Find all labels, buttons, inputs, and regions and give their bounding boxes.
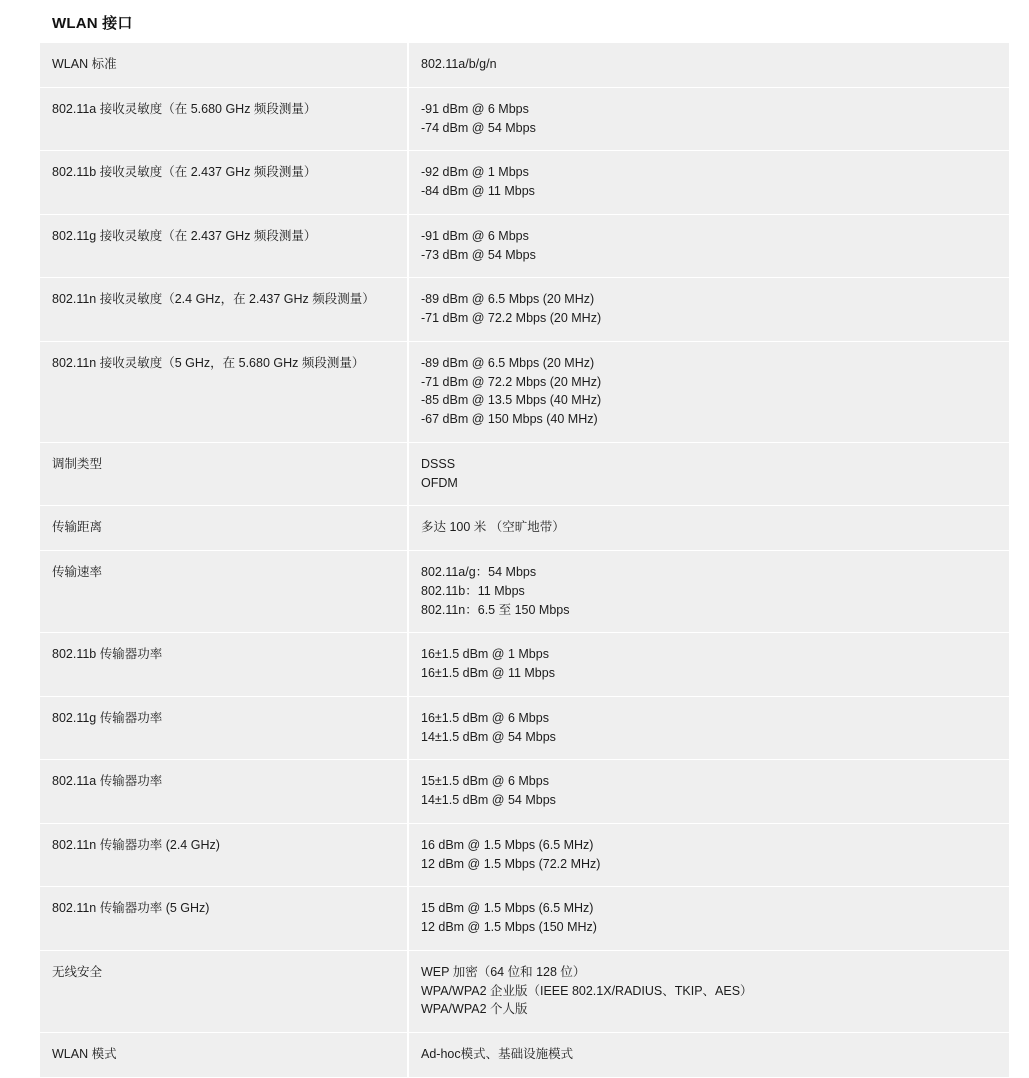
spec-value-lines xyxy=(421,518,999,537)
spec-label-cell xyxy=(40,278,408,342)
spec-value-lines xyxy=(421,100,999,138)
spec-value-cell xyxy=(408,760,1009,824)
spec-value-lines xyxy=(421,163,999,201)
spec-value-line: -89 dBm @ 6.5 Mbps (20 MHz) xyxy=(421,355,595,370)
spec-value-line: 多达 100 米 （空旷地带） xyxy=(421,520,565,535)
spec-value-cell xyxy=(408,633,1009,697)
spec-label-text: WLAN 模式 xyxy=(52,1047,117,1061)
spec-value-lines xyxy=(421,963,999,1019)
spec-label-text: 802.11g 接收灵敏度（在 2.437 GHz 频段测量） xyxy=(52,228,317,243)
spec-label-cell xyxy=(40,696,408,760)
spec-value-lines xyxy=(421,354,999,429)
spec-value-line: WEP 加密（64 位和 128 位） xyxy=(421,964,586,979)
spec-value-line: OFDM xyxy=(421,475,458,490)
spec-label-cell xyxy=(40,341,408,442)
spec-value-line: 16±1.5 dBm @ 11 Mbps xyxy=(421,666,555,680)
spec-value-line: WPA/WPA2 企业版（IEEE 802.1X/RADIUS、TKIP、AES） xyxy=(421,983,753,998)
table-row xyxy=(40,1033,1009,1078)
spec-label-text: 调制类型 xyxy=(52,456,103,471)
spec-value-cell xyxy=(408,151,1009,215)
spec-table-body xyxy=(40,43,1009,1077)
table-row xyxy=(40,551,1009,633)
table-row xyxy=(40,43,1009,87)
spec-value-lines xyxy=(421,227,999,265)
spec-value-lines xyxy=(421,645,999,683)
spec-value-line: WPA/WPA2 个人版 xyxy=(421,1002,528,1017)
spec-value-cell xyxy=(408,214,1009,278)
spec-value-line: 802.11a/g：54 Mbps xyxy=(421,565,537,579)
spec-value-cell xyxy=(408,43,1009,87)
spec-label-text: 802.11b 传输器功率 xyxy=(52,647,163,662)
spec-value-line: -67 dBm @ 150 Mbps (40 MHz) xyxy=(421,412,598,426)
spec-value-line: -91 dBm @ 6 Mbps xyxy=(421,228,529,243)
spec-value-line: -71 dBm @ 72.2 Mbps (20 MHz) xyxy=(421,374,602,389)
wlan-spec-table xyxy=(40,43,1009,1078)
spec-value-cell xyxy=(408,87,1009,151)
spec-label-text: 802.11n 接收灵敏度（2.4 GHz，在 2.437 GHz 频段测量） xyxy=(52,292,375,307)
spec-value-line: 12 dBm @ 1.5 Mbps (150 MHz) xyxy=(421,920,597,934)
spec-value-line: 15 dBm @ 1.5 Mbps (6.5 MHz) xyxy=(421,901,594,916)
table-row xyxy=(40,823,1009,887)
spec-value-line: -91 dBm @ 6 Mbps xyxy=(421,101,529,116)
table-row xyxy=(40,506,1009,551)
spec-value-cell xyxy=(408,442,1009,506)
spec-value-line: 802.11n：6.5 至 150 Mbps xyxy=(421,602,570,617)
spec-value-cell xyxy=(408,696,1009,760)
spec-label-text: 802.11n 接收灵敏度（5 GHz，在 5.680 GHz 频段测量） xyxy=(52,355,365,370)
spec-value-cell xyxy=(408,341,1009,442)
spec-label-text: 802.11a 接收灵敏度（在 5.680 GHz 频段测量） xyxy=(52,101,317,116)
spec-value-line: 14±1.5 dBm @ 54 Mbps xyxy=(421,729,556,744)
spec-label-cell xyxy=(40,43,408,87)
table-row xyxy=(40,214,1009,278)
spec-value-line: 802.11b：11 Mbps xyxy=(421,583,525,598)
spec-value-line: DSSS xyxy=(421,456,456,471)
spec-label-text: 802.11n 传输器功率 (5 GHz) xyxy=(52,901,210,916)
spec-value-line: 14±1.5 dBm @ 54 Mbps xyxy=(421,793,556,807)
spec-value-cell xyxy=(408,950,1009,1032)
page-title: WLAN 接口 xyxy=(52,15,133,32)
spec-value-cell xyxy=(408,887,1009,951)
spec-label-text: 802.11b 接收灵敏度（在 2.437 GHz 频段测量） xyxy=(52,165,317,180)
spec-value-line: -71 dBm @ 72.2 Mbps (20 MHz) xyxy=(421,311,602,325)
spec-value-cell xyxy=(408,551,1009,633)
spec-label-text: 802.11a 传输器功率 xyxy=(52,774,163,789)
spec-label-cell xyxy=(40,87,408,151)
spec-value-line: 16±1.5 dBm @ 6 Mbps xyxy=(421,710,549,725)
spec-value-cell xyxy=(408,506,1009,551)
spec-label-text: 802.11n 传输器功率 (2.4 GHz) xyxy=(52,837,220,852)
table-row xyxy=(40,442,1009,506)
spec-label-cell xyxy=(40,887,408,951)
spec-label-text: 802.11g 传输器功率 xyxy=(52,710,163,725)
spec-value-line: 15±1.5 dBm @ 6 Mbps xyxy=(421,774,549,789)
spec-value-lines xyxy=(421,899,999,937)
spec-value-cell xyxy=(408,1033,1009,1078)
table-row xyxy=(40,760,1009,824)
spec-value-line: -92 dBm @ 1 Mbps xyxy=(421,165,529,180)
spec-value-cell xyxy=(408,823,1009,887)
spec-value-line: 16 dBm @ 1.5 Mbps (6.5 MHz) xyxy=(421,837,594,852)
spec-value-lines xyxy=(421,709,999,747)
table-row xyxy=(40,950,1009,1032)
spec-value-lines xyxy=(421,455,999,493)
spec-value-lines xyxy=(421,836,999,874)
spec-value-line: Ad-hoc模式、基础设施模式 xyxy=(421,1047,574,1061)
spec-value-line: -74 dBm @ 54 Mbps xyxy=(421,120,536,135)
spec-value-line: 802.11a/b/g/n xyxy=(421,57,497,71)
spec-value-line: -89 dBm @ 6.5 Mbps (20 MHz) xyxy=(421,292,595,307)
table-row xyxy=(40,341,1009,442)
spec-value-lines xyxy=(421,563,999,619)
table-row xyxy=(40,151,1009,215)
spec-label-cell xyxy=(40,551,408,633)
spec-label-text: 传输距离 xyxy=(52,520,103,535)
spec-label-cell xyxy=(40,760,408,824)
spec-label-text: 无线安全 xyxy=(52,964,103,979)
spec-value-lines xyxy=(421,1045,999,1064)
spec-label-cell xyxy=(40,1033,408,1078)
spec-label-cell xyxy=(40,823,408,887)
spec-label-cell xyxy=(40,506,408,551)
spec-label-cell xyxy=(40,442,408,506)
spec-value-line: 16±1.5 dBm @ 1 Mbps xyxy=(421,647,549,662)
spec-label-cell xyxy=(40,950,408,1032)
spec-label-cell xyxy=(40,214,408,278)
spec-label-cell xyxy=(40,151,408,215)
spec-label-cell xyxy=(40,633,408,697)
spec-label-text: WLAN 标准 xyxy=(52,57,117,71)
spec-value-line: -73 dBm @ 54 Mbps xyxy=(421,247,536,262)
spec-value-lines xyxy=(421,290,999,328)
spec-label-text: 传输速率 xyxy=(52,565,103,579)
table-row xyxy=(40,87,1009,151)
spec-value-lines xyxy=(421,772,999,810)
spec-value-line: -84 dBm @ 11 Mbps xyxy=(421,184,535,198)
spec-value-line: 12 dBm @ 1.5 Mbps (72.2 MHz) xyxy=(421,856,601,871)
table-row xyxy=(40,696,1009,760)
spec-value-line: -85 dBm @ 13.5 Mbps (40 MHz) xyxy=(421,393,602,408)
spec-value-lines xyxy=(421,55,999,74)
spec-value-cell xyxy=(408,278,1009,342)
table-row xyxy=(40,887,1009,951)
table-row xyxy=(40,278,1009,342)
table-row xyxy=(40,633,1009,697)
